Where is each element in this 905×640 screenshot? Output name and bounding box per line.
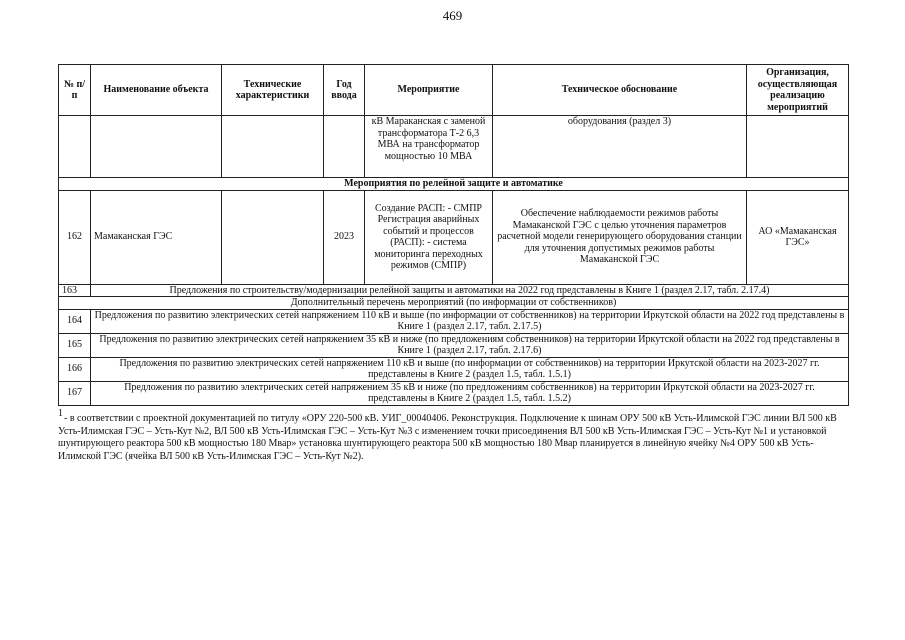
header-measure: Мероприятие [365,65,493,116]
table-header-row [59,65,849,116]
cell-measure: кВ Мараканская с заменой трансформатора Т-2 6,3 МВА на трансформатор мощностью 10 МВА [365,116,493,178]
table-row [59,357,849,381]
cell-justification: Обеспечение наблюдаемости режимов работы Мамаканской ГЭС с целью уточнения параметров расчетной модели генерирующего оборудования станции для уточнения допустимых режимов работы Мамаканской ГЭС [493,190,747,284]
cell-organization [747,116,849,178]
section-additional-title: Дополнительный перечень мероприятий (по информации от собственников) [59,297,849,310]
table-row [59,309,849,333]
cell-organization: АО «Мамаканская ГЭС» [747,190,849,284]
cell-num: 164 [59,309,91,333]
cell-merged-text: Предложения по развитию электрических сетей напряжением 110 кВ и выше (по информации от собственников) на территории Иркутской области на 2022 год представлены в Книге 1 (раздел 2.17, табл. 2.17.5) [91,309,849,333]
footnote-text: - в соответствии с проектной документацией по титулу «ОРУ 220-500 кВ. УИГ_00040406. Реконструкция. Подключение к шинам ОРУ 500 кВ Усть-Илимской ГЭС линии ВЛ 500 кВ Усть-Илимская ГЭС – Усть-Кут №2, ВЛ 500 кВ Усть-Илимская ГЭС – Усть-Кут №3 с изменением точки присоединения ВЛ 500 кВ Усть-Илимская ГЭС – Усть-Кут №1 и установкой шунтирующего реактора 500 кВ мощностью 180 Мвар» установка шунтирующего реактора 500 кВ мощностью 180 Мвар планируется в линейную ячейку №4 ОРУ 500 кВ Усть-Илимской ГЭС (ячейка ВЛ 500 кВ Усть-Илимская ГЭС – Усть-Кут №2). [58,413,837,462]
section-relay-title: Мероприятия по релейной защите и автоматике [59,178,849,191]
table-row [59,190,849,284]
cell-num: 162 [59,190,91,284]
cell-object [91,116,222,178]
table-row [59,333,849,357]
measures-table [58,64,849,406]
footnote [58,408,853,463]
header-year: Год ввода [324,65,365,116]
header-justification: Техническое обоснование [493,65,747,116]
cell-object: Мамаканская ГЭС [91,190,222,284]
header-tech: Технические характеристики [222,65,324,116]
section-header [59,178,849,191]
cell-merged-text: Предложения по развитию электрических сетей напряжением 110 кВ и выше (по информации от собственников) на территории Иркутской области на 2023-2027 гг. представлены в Книге 2 (раздел 1.5, табл. 1.5.1) [91,357,849,381]
cell-merged-text: Предложения по развитию электрических сетей напряжением 35 кВ и ниже (по предложениям собственников) на территории Иркутской области на 2022 год представлены в Книге 1 (раздел 2.17, табл. 2.17.6) [91,333,849,357]
cell-merged-text: Предложения по развитию электрических сетей напряжением 35 кВ и ниже (по предложениям собственников) на территории Иркутской области на 2023-2027 гг. представлены в Книге 2 (раздел 1.5, табл. 1.5.2) [91,381,849,405]
table-row [59,116,849,178]
cell-year [324,116,365,178]
header-object: Наименование объекта [91,65,222,116]
cell-merged-text: Предложения по строительству/модернизации релейной защиты и автоматики на 2022 год представлены в Книге 1 (раздел 2.17, табл. 2.17.4) [91,284,849,297]
cell-num: 166 [59,357,91,381]
cell-num: 167 [59,381,91,405]
cell-tech [222,190,324,284]
cell-num [59,116,91,178]
header-num: № п/п [59,65,91,116]
cell-year: 2023 [324,190,365,284]
footnote-mark: 1 [58,408,63,419]
table-row [59,381,849,405]
cell-num: 165 [59,333,91,357]
cell-measure: Создание РАСП: - СМПР Регистрация аварийных событий и процессов (РАСП): - система мониторинга переходных режимов (СМПР) [365,190,493,284]
cell-num: 163 [59,284,91,297]
page-number: 469 [442,8,463,23]
cell-justification: оборудования (раздел 3) [493,116,747,178]
section-header [59,297,849,310]
table-row [59,284,849,297]
cell-tech [222,116,324,178]
header-organization: Организация, осуществляющая реализацию мероприятий [747,65,849,116]
